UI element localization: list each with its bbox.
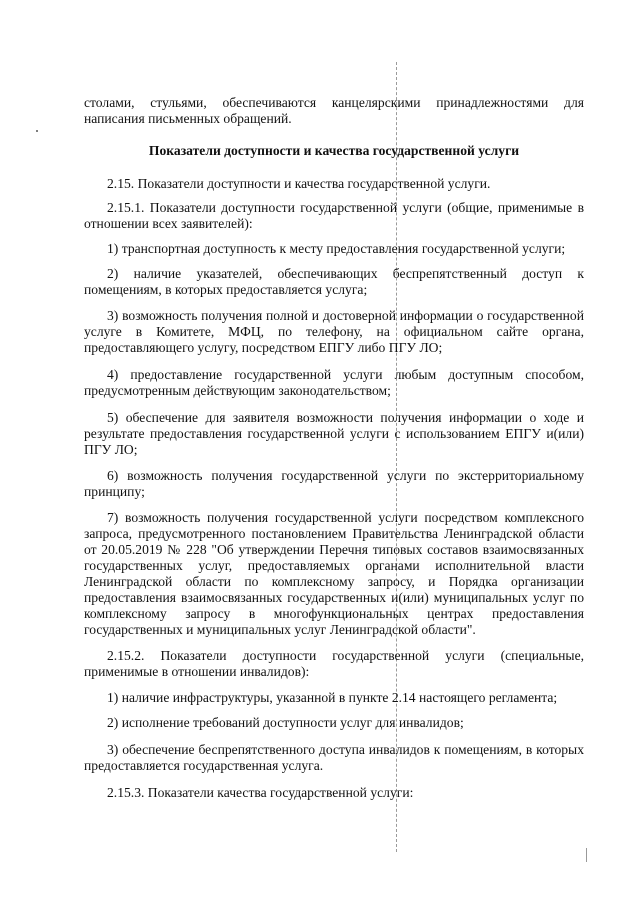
paragraph-2-15-3: 2.15.3. Показатели качества государственной услуги:: [107, 785, 414, 800]
list-item-4: 4) предоставление государственной услуги любым доступным способом, предусмотренным действующим законодательством;: [84, 367, 584, 398]
scan-speck: [36, 130, 38, 132]
list-item-5: 5) обеспечение для заявителя возможности получения информации о ходе и результате предоставления государственной услуги с использованием ЕПГУ и(или) ПГУ ЛО;: [84, 410, 584, 457]
special-item-1: 1) наличие инфраструктуры, указанной в пункте 2.14 настоящего регламента;: [107, 690, 558, 705]
list-item-7: 7) возможность получения государственной услуги посредством комплексного запроса, предусмотренного постановлением Правительства Ленинградской области от 20.05.2019 № 228 "Об утверждении Перечня типовых составов взаимосвязанных государственных услуг, предоставляемых органами исполнительной власти Ленинградской области по комплексному запросу, и Порядка организации предоставления взаимосвязанных государственных и(или) муниципальных услуг по комплексному запросу в многофункциональных центрах предоставления государственных и муниципальных услуг Ленинградской области".: [84, 510, 584, 637]
section-heading: Показатели доступности и качества государственной услуги: [148, 143, 520, 158]
paragraph-2-15: 2.15. Показатели доступности и качества государственной услуги.: [107, 176, 491, 191]
paragraph-continuation: столами, стульями, обеспечиваются канцелярскими принадлежностями для написания письменных обращений.: [84, 95, 584, 126]
list-item-1: 1) транспортная доступность к месту предоставления государственной услуги;: [107, 241, 566, 256]
scan-speck: [586, 848, 587, 862]
special-item-3: 3) обеспечение беспрепятственного доступа инвалидов к помещениям, в которых предоставляется государственная услуга.: [84, 742, 584, 773]
paragraph-2-15-1: 2.15.1. Показатели доступности государственной услуги (общие, применимые в отношении всех заявителей):: [84, 200, 584, 231]
list-item-3: 3) возможность получения полной и достоверной информации о государственной услуге в Комитете, МФЦ, по телефону, на официальном сайте органа, предоставляющего услугу, посредством ЕПГУ либо ПГУ ЛО;: [84, 308, 584, 355]
list-item-6: 6) возможность получения государственной услуги по экстерриториальному принципу;: [84, 468, 584, 499]
list-item-2: 2) наличие указателей, обеспечивающих беспрепятственный доступ к помещениям, в которых предоставляется услуга;: [84, 266, 584, 297]
special-item-2: 2) исполнение требований доступности услуг для инвалидов;: [107, 715, 464, 730]
paragraph-2-15-2: 2.15.2. Показатели доступности государственной услуги (специальные, применимые в отношении инвалидов):: [84, 648, 584, 679]
